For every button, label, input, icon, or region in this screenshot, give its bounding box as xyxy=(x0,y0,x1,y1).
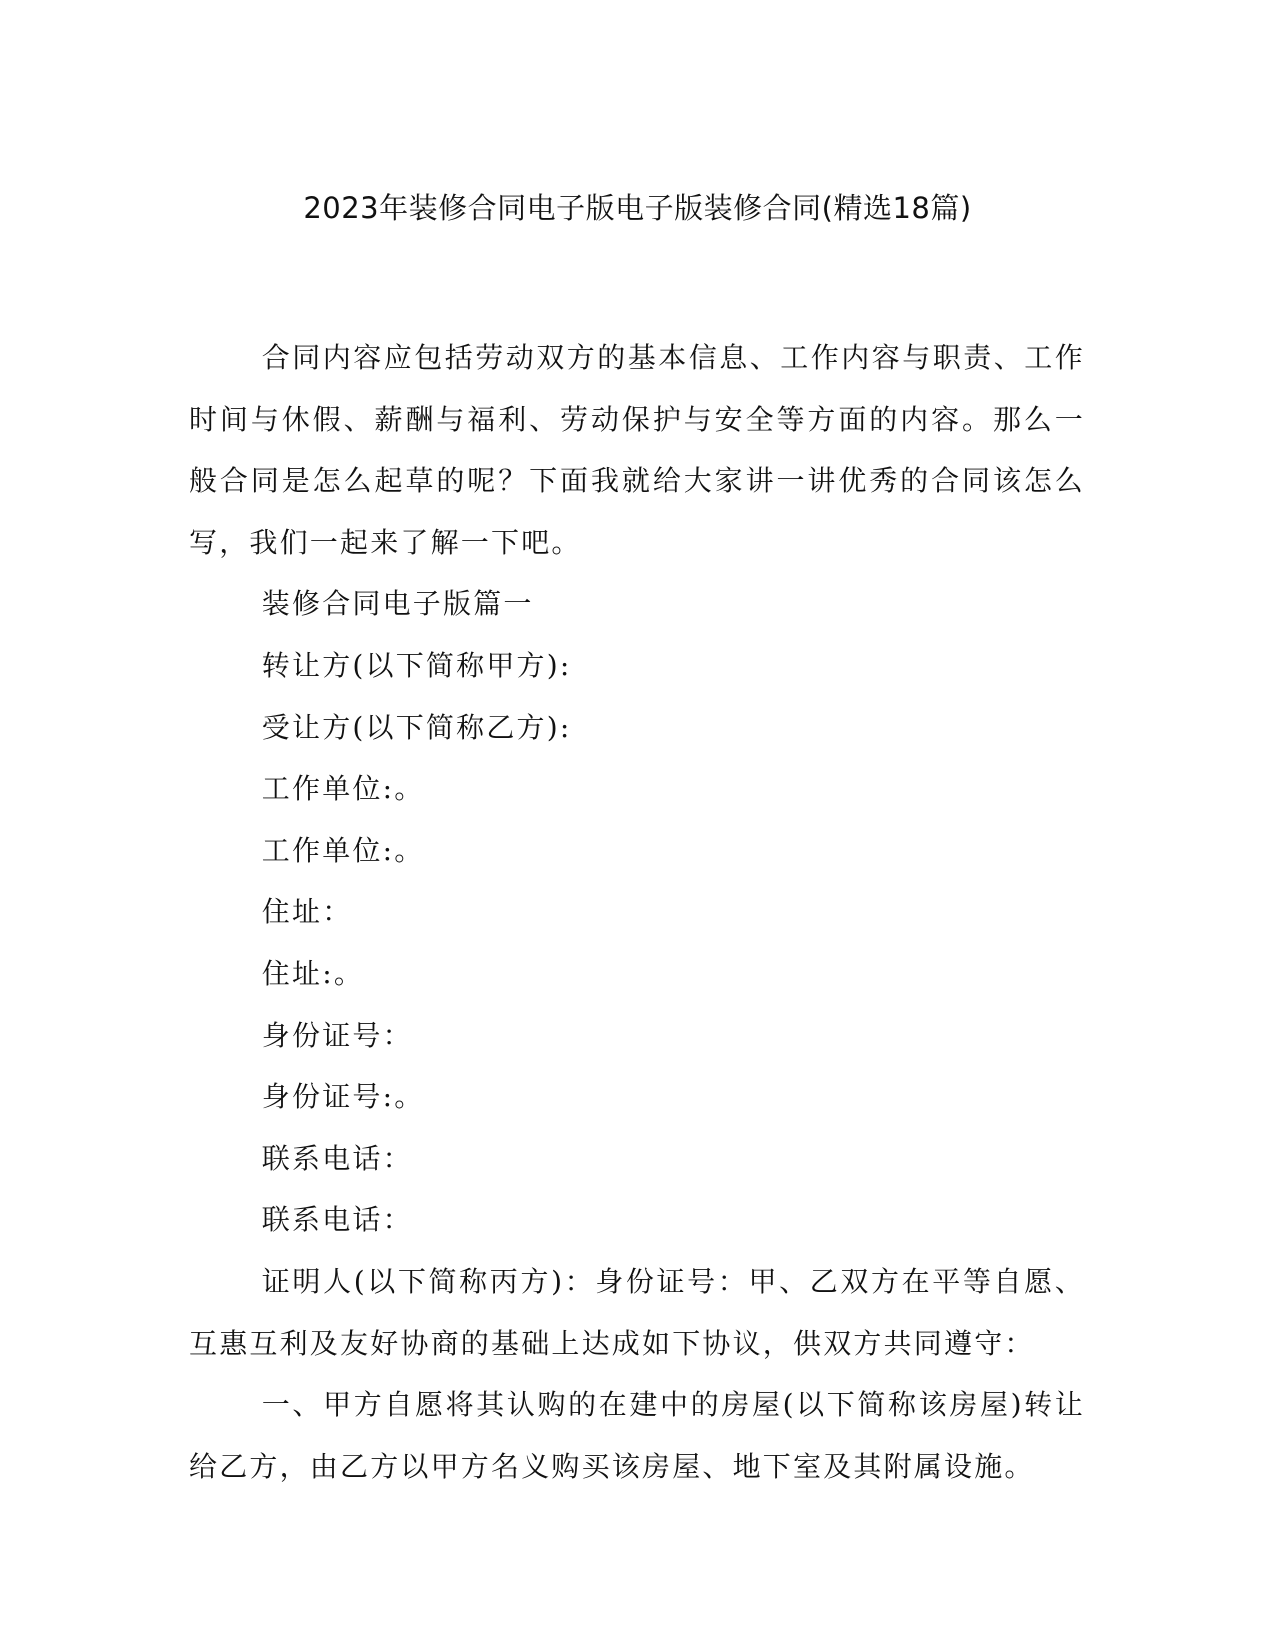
id-number-line: 身份证号:。 xyxy=(261,1080,425,1114)
id-number-line: 身份证号： xyxy=(261,1018,413,1052)
witness-paragraph: 证明人(以下简称丙方)：身份证号：甲、乙双方在平等自愿、互惠互利及友好协商的基础上达成如下协议，供双方共同遵守： xyxy=(189,1264,1085,1360)
work-unit-line: 工作单位:。 xyxy=(261,833,425,867)
clause-one-paragraph: 一、甲方自愿将其认购的在建中的房屋(以下简称该房屋)转让给乙方，由乙方以甲方名义购买该房屋、地下室及其附属设施。 xyxy=(189,1388,1085,1483)
address-line: 住址： xyxy=(261,895,353,929)
document-title: 2023年装修合同电子版电子版装修合同(精选18篇) xyxy=(303,191,972,225)
transferee-line: 受让方(以下简称乙方): xyxy=(261,710,572,744)
transferor-line: 转让方(以下简称甲方): xyxy=(261,648,572,682)
phone-line: 联系电话： xyxy=(261,1203,413,1237)
document-body xyxy=(189,327,1085,1497)
intro-paragraph: 合同内容应包括劳动双方的基本信息、工作内容与职责、工作时间与休假、薪酬与福利、劳动保护与安全等方面的内容。那么一般合同是怎么起草的呢？下面我就给大家讲一讲优秀的合同该怎么写，我们一起来了解一下吧。 xyxy=(189,341,1085,559)
section-heading: 装修合同电子版篇一 xyxy=(261,587,534,621)
address-line: 住址:。 xyxy=(261,956,365,990)
work-unit-line: 工作单位:。 xyxy=(261,772,425,806)
phone-line: 联系电话： xyxy=(261,1141,413,1175)
